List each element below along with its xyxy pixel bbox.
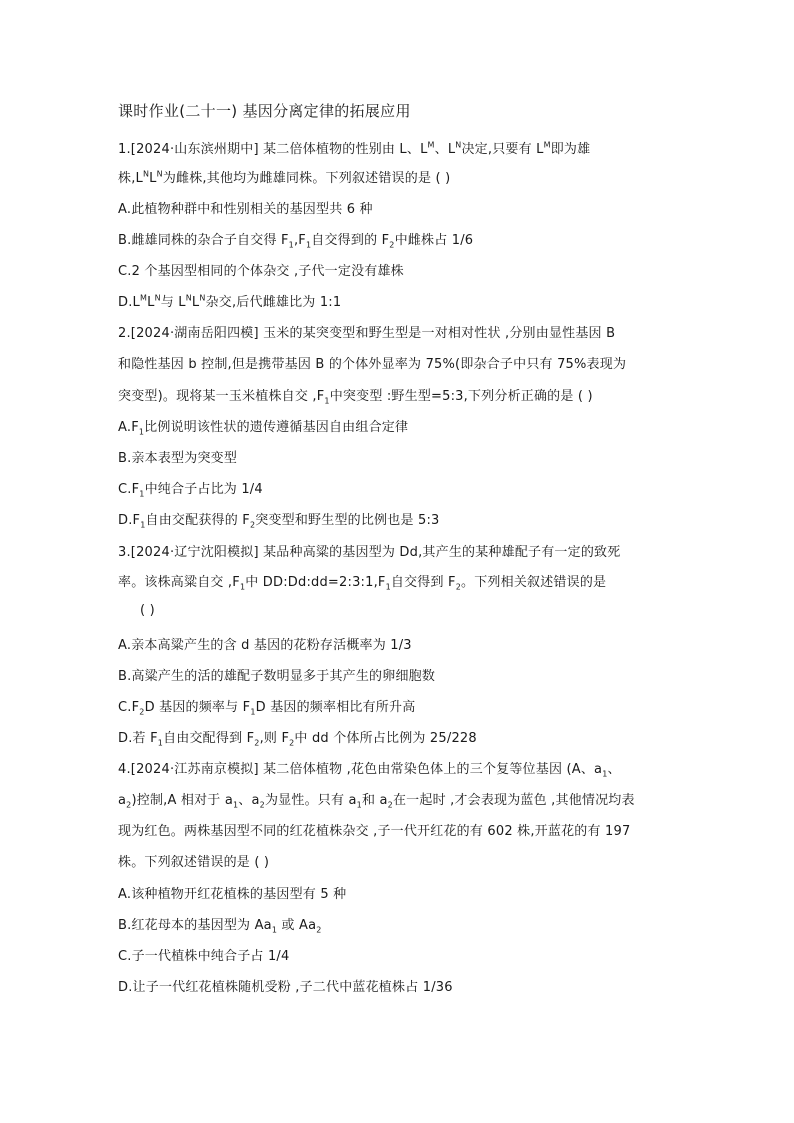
question-4-option-a: A.该种植物开红花植株的基因型有 5 种 <box>118 887 347 902</box>
question-2-option-a: $A.F_1$比例说明该性状的遗传遵循基因自由组合定律 <box>118 420 409 437</box>
question-3-option-c: $C.F_2D$ 基因的频率与 $F_1D$ 基因的频率相比有所升高 <box>118 700 416 717</box>
question-1-option-b: B.雌雄同株的杂合子自交得 $F_1,F_1$自交得到的 $F_2$中雌株占 1/6 <box>118 233 474 250</box>
question-4-stem-line-1: 4.[2024·江苏南京模拟] 某二倍体植物 ,花色由常染色体上的三个复等位基因 (A、$a_1$、 <box>118 762 621 779</box>
question-3-option-d: D.若 $F_1$自由交配得到 $F_2$,则 $F_2$中 dd 个体所占比例为 25/228 <box>118 731 477 748</box>
question-4-option-c: C.子一代植株中纯合子占 1/4 <box>118 949 290 964</box>
question-1-option-d: $D.L^ML^N$与 $L^NL^N$杂交,后代雌雄比为 1:1 <box>118 293 342 310</box>
question-2-stem-line-3: 突变型)。现将某一玉米植株自交 $,F_1$中突变型 :野生型=5:3,下列分析正确的是 ( ) <box>118 389 593 406</box>
question-3-stem-line-3: ( ) <box>140 603 155 618</box>
question-1-option-c: C.2 个基因型相同的个体杂交 ,子代一定没有雄株 <box>118 264 404 279</box>
question-3-option-b: B.高粱产生的活的雄配子数明显多于其产生的卵细胞数 <box>118 669 436 684</box>
question-1-stem-line-1: 1.[2024·山东滨州期中] 某二倍体植物的性别由 L、$L^M$、$L^N$决定,只要有 $L^M$即为雄 <box>118 140 591 157</box>
question-2-option-b: B.亲本表型为突变型 <box>118 451 238 466</box>
question-3-option-a: A.亲本高粱产生的含 d 基因的花粉存活概率为 1/3 <box>118 638 412 653</box>
question-2-option-c: $C.F_1$中纯合子占比为 1/4 <box>118 482 263 499</box>
question-4-stem-line-4: 株。下列叙述错误的是 ( ) <box>118 855 270 870</box>
question-4-stem-line-2: $a_2$)控制,A 相对于 $a_1$、$a_2$为显性。只有 $a_1$和 $a_2$在一起时 ,才会表现为蓝色 ,其他情况均表 <box>118 793 635 810</box>
question-2-stem-line-1: 2.[2024·湖南岳阳四模] 玉米的某突变型和野生型是一对相对性状 ,分别由显性基因 B <box>118 326 616 341</box>
page-title: 课时作业(二十一) 基因分离定律的拓展应用 <box>118 102 411 120</box>
question-1-option-a: A.此植物种群中和性别相关的基因型共 6 种 <box>118 202 373 217</box>
question-1-stem-line-2: 株$,L^NL^N$为雌株,其他均为雌雄同株。下列叙述错误的是 ( ) <box>118 169 451 186</box>
question-3-stem-line-1: 3.[2024·辽宁沈阳模拟] 某品种高粱的基因型为 Dd,其产生的某种雄配子有一定的致死 <box>118 545 621 560</box>
question-4-stem-line-3: 现为红色。两株基因型不同的红花植株杂交 ,子一代开红花的有 602 株,开蓝花的有 197 <box>118 824 631 839</box>
question-4-option-b: B.红花母本的基因型为 $Aa_1$ 或 $Aa_2$ <box>118 918 322 935</box>
question-2-option-d: $D.F_1$自由交配获得的 $F_2$突变型和野生型的比例也是 5:3 <box>118 513 440 530</box>
question-3-stem-line-2: 率。该株高粱自交 $,F_1$中 $DD:Dd:dd=2:3:1,F_1$自交得到 $F_2$。下列相关叙述错误的是 <box>118 575 607 592</box>
question-4-option-d: D.让子一代红花植株随机受粉 ,子二代中蓝花植株占 1/36 <box>118 980 453 995</box>
question-2-stem-line-2: 和隐性基因 b 控制,但是携带基因 B 的个体外显率为 75%(即杂合子中只有 75%表现为 <box>118 357 627 372</box>
